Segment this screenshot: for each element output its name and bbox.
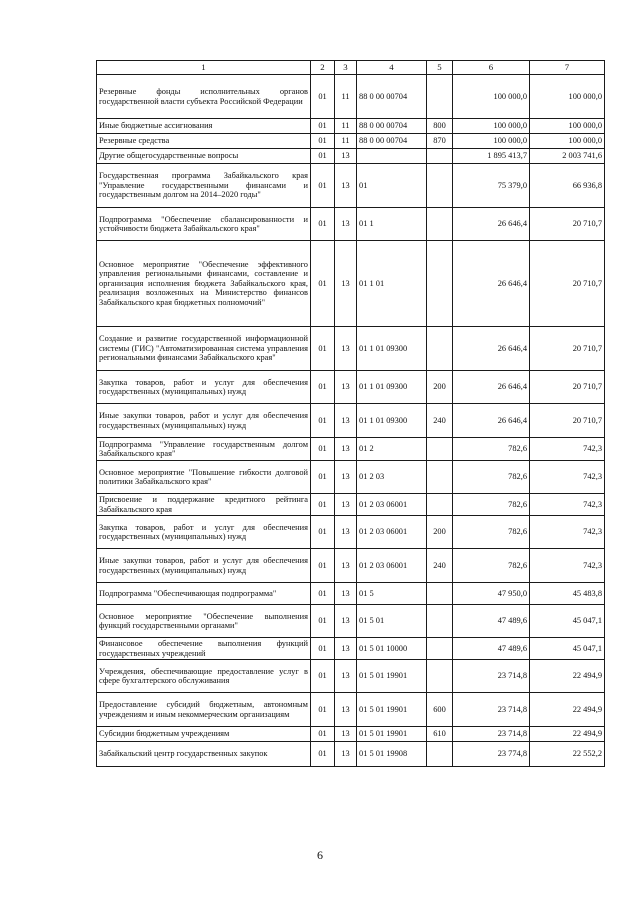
row-name-cell: Государственная программа Забайкальского края "Управление государственными финансами и государственным долгом на 2014–2020 годы": [97, 164, 311, 208]
amount-year1-cell: 782,6: [453, 461, 530, 494]
amount-year2-cell: 742,3: [530, 438, 605, 461]
row-name-cell: Иные закупки товаров, работ и услуг для обеспечения государственных (муниципальных) нужд: [97, 549, 311, 583]
amount-year2-cell: 20 710,7: [530, 327, 605, 371]
section-code-cell: 01: [311, 404, 335, 438]
target-article-cell: 01 2 03 06001: [357, 549, 427, 583]
expense-type-cell: [427, 149, 453, 164]
amount-year2-cell: 100 000,0: [530, 134, 605, 149]
subsection-code-cell: 13: [335, 583, 357, 605]
section-code-cell: 01: [311, 516, 335, 549]
section-code-cell: 01: [311, 438, 335, 461]
row-name-cell: Финансовое обеспечение выполнения функций государственных учреждений: [97, 638, 311, 660]
table-row: [97, 461, 605, 494]
subsection-code-cell: 13: [335, 371, 357, 404]
expense-type-cell: [427, 583, 453, 605]
section-code-cell: 01: [311, 549, 335, 583]
amount-year1-cell: 26 646,4: [453, 327, 530, 371]
target-article-cell: 01 2 03 06001: [357, 494, 427, 516]
expense-type-cell: 200: [427, 516, 453, 549]
section-code-cell: 01: [311, 208, 335, 241]
table-row: [97, 208, 605, 241]
row-name-cell: Резервные средства: [97, 134, 311, 149]
subsection-code-cell: 13: [335, 404, 357, 438]
target-article-cell: 01: [357, 164, 427, 208]
amount-year2-cell: 45 047,1: [530, 605, 605, 638]
amount-year2-cell: 45 483,8: [530, 583, 605, 605]
table-row: [97, 438, 605, 461]
section-code-cell: 01: [311, 149, 335, 164]
subsection-code-cell: 13: [335, 494, 357, 516]
subsection-code-cell: 11: [335, 134, 357, 149]
table-row: [97, 134, 605, 149]
table-row: [97, 516, 605, 549]
amount-year2-cell: 66 936,8: [530, 164, 605, 208]
expense-type-cell: [427, 438, 453, 461]
row-name-cell: Предоставление субсидий бюджетным, автономным учреждениям и иным некоммерческим организациям: [97, 693, 311, 727]
row-name-cell: Подпрограмма "Управление государственным долгом Забайкальского края": [97, 438, 311, 461]
section-code-cell: 01: [311, 638, 335, 660]
target-article-cell: 01 2: [357, 438, 427, 461]
amount-year2-cell: 22 552,2: [530, 742, 605, 767]
target-article-cell: 01 5: [357, 583, 427, 605]
subsection-code-cell: 13: [335, 605, 357, 638]
amount-year2-cell: 742,3: [530, 549, 605, 583]
budget-table: [96, 60, 605, 767]
header-cell: 7: [530, 61, 605, 75]
table-row: [97, 727, 605, 742]
amount-year1-cell: 100 000,0: [453, 75, 530, 119]
section-code-cell: 01: [311, 119, 335, 134]
target-article-cell: 01 2 03 06001: [357, 516, 427, 549]
target-article-cell: 01 1: [357, 208, 427, 241]
section-code-cell: 01: [311, 164, 335, 208]
amount-year1-cell: 782,6: [453, 516, 530, 549]
expense-type-cell: 800: [427, 119, 453, 134]
expense-type-cell: 200: [427, 371, 453, 404]
target-article-cell: 88 0 00 00704: [357, 75, 427, 119]
amount-year1-cell: 782,6: [453, 494, 530, 516]
subsection-code-cell: 13: [335, 516, 357, 549]
subsection-code-cell: 13: [335, 327, 357, 371]
subsection-code-cell: 13: [335, 461, 357, 494]
table-row: [97, 494, 605, 516]
amount-year2-cell: 2 003 741,6: [530, 149, 605, 164]
expense-type-cell: [427, 208, 453, 241]
amount-year1-cell: 100 000,0: [453, 119, 530, 134]
row-name-cell: Другие общегосударственные вопросы: [97, 149, 311, 164]
amount-year1-cell: 47 489,6: [453, 638, 530, 660]
section-code-cell: 01: [311, 75, 335, 119]
amount-year2-cell: 742,3: [530, 494, 605, 516]
header-cell: 4: [357, 61, 427, 75]
section-code-cell: 01: [311, 727, 335, 742]
target-article-cell: 01 5 01 10000: [357, 638, 427, 660]
header-row: [97, 61, 605, 75]
expense-type-cell: [427, 638, 453, 660]
target-article-cell: 01 1 01 09300: [357, 371, 427, 404]
row-name-cell: Основное мероприятие "Обеспечение выполнения функций государственными органами": [97, 605, 311, 638]
header-cell: 1: [97, 61, 311, 75]
target-article-cell: 01 1 01 09300: [357, 404, 427, 438]
expense-type-cell: [427, 742, 453, 767]
subsection-code-cell: 13: [335, 638, 357, 660]
amount-year1-cell: 47 489,6: [453, 605, 530, 638]
subsection-code-cell: 13: [335, 660, 357, 693]
target-article-cell: [357, 149, 427, 164]
section-code-cell: 01: [311, 494, 335, 516]
target-article-cell: 01 5 01 19901: [357, 660, 427, 693]
amount-year1-cell: 26 646,4: [453, 371, 530, 404]
target-article-cell: 01 1 01: [357, 241, 427, 327]
amount-year1-cell: 26 646,4: [453, 241, 530, 327]
subsection-code-cell: 13: [335, 549, 357, 583]
amount-year2-cell: 20 710,7: [530, 241, 605, 327]
section-code-cell: 01: [311, 742, 335, 767]
row-name-cell: Учреждения, обеспечивающие предоставление услуг в сфере бухгалтерского обслуживания: [97, 660, 311, 693]
expense-type-cell: [427, 605, 453, 638]
target-article-cell: 88 0 00 00704: [357, 134, 427, 149]
table-body: [97, 61, 605, 767]
table-row: [97, 119, 605, 134]
amount-year2-cell: 45 047,1: [530, 638, 605, 660]
row-name-cell: Основное мероприятие "Обеспечение эффективного управления региональными финансами, составление и организация исполнения бюджета Забайкальского края, реализация возложенных на Министерство финансов Забайкальского края бюджетных полномочий": [97, 241, 311, 327]
table-row: [97, 549, 605, 583]
amount-year1-cell: 23 714,8: [453, 660, 530, 693]
row-name-cell: Создание и развитие государственной информационной системы (ГИС) "Автоматизированная система управления региональными финансами Забайкальского края": [97, 327, 311, 371]
subsection-code-cell: 13: [335, 727, 357, 742]
subsection-code-cell: 13: [335, 208, 357, 241]
header-cell: 6: [453, 61, 530, 75]
subsection-code-cell: 11: [335, 119, 357, 134]
table-row: [97, 75, 605, 119]
amount-year2-cell: 22 494,9: [530, 660, 605, 693]
target-article-cell: 01 5 01: [357, 605, 427, 638]
amount-year2-cell: 20 710,7: [530, 404, 605, 438]
expense-type-cell: [427, 241, 453, 327]
expense-type-cell: [427, 660, 453, 693]
target-article-cell: 01 5 01 19901: [357, 693, 427, 727]
amount-year1-cell: 1 895 413,7: [453, 149, 530, 164]
amount-year2-cell: 22 494,9: [530, 693, 605, 727]
row-name-cell: Иные закупки товаров, работ и услуг для обеспечения государственных (муниципальных) нужд: [97, 404, 311, 438]
row-name-cell: Забайкальский центр государственных закупок: [97, 742, 311, 767]
row-name-cell: Основное мероприятие "Повышение гибкости долговой политики Забайкальского края": [97, 461, 311, 494]
table-row: [97, 149, 605, 164]
amount-year2-cell: 742,3: [530, 461, 605, 494]
expense-type-cell: [427, 75, 453, 119]
section-code-cell: 01: [311, 583, 335, 605]
header-cell: 5: [427, 61, 453, 75]
amount-year1-cell: 782,6: [453, 549, 530, 583]
amount-year2-cell: 22 494,9: [530, 727, 605, 742]
expense-type-cell: [427, 494, 453, 516]
page-number: 6: [317, 848, 323, 862]
table-row: [97, 241, 605, 327]
row-name-cell: Закупка товаров, работ и услуг для обеспечения государственных (муниципальных) нужд: [97, 371, 311, 404]
target-article-cell: 88 0 00 00704: [357, 119, 427, 134]
subsection-code-cell: 13: [335, 149, 357, 164]
amount-year2-cell: 20 710,7: [530, 371, 605, 404]
subsection-code-cell: 11: [335, 75, 357, 119]
table-row: [97, 693, 605, 727]
row-name-cell: Подпрограмма "Обеспечение сбалансированности и устойчивости бюджета Забайкальского края": [97, 208, 311, 241]
target-article-cell: 01 5 01 19901: [357, 727, 427, 742]
row-name-cell: Субсидии бюджетным учреждениям: [97, 727, 311, 742]
amount-year1-cell: 26 646,4: [453, 404, 530, 438]
amount-year2-cell: 20 710,7: [530, 208, 605, 241]
expense-type-cell: [427, 164, 453, 208]
subsection-code-cell: 13: [335, 164, 357, 208]
amount-year1-cell: 23 714,8: [453, 693, 530, 727]
table-row: [97, 660, 605, 693]
table-row: [97, 371, 605, 404]
section-code-cell: 01: [311, 660, 335, 693]
header-cell: 2: [311, 61, 335, 75]
expense-type-cell: 600: [427, 693, 453, 727]
expense-type-cell: 240: [427, 404, 453, 438]
section-code-cell: 01: [311, 371, 335, 404]
amount-year1-cell: 47 950,0: [453, 583, 530, 605]
section-code-cell: 01: [311, 327, 335, 371]
amount-year1-cell: 100 000,0: [453, 134, 530, 149]
amount-year2-cell: 100 000,0: [530, 75, 605, 119]
amount-year2-cell: 742,3: [530, 516, 605, 549]
amount-year2-cell: 100 000,0: [530, 119, 605, 134]
target-article-cell: 01 2 03: [357, 461, 427, 494]
target-article-cell: 01 1 01 09300: [357, 327, 427, 371]
header-cell: 3: [335, 61, 357, 75]
amount-year1-cell: 75 379,0: [453, 164, 530, 208]
amount-year1-cell: 23 774,8: [453, 742, 530, 767]
section-code-cell: 01: [311, 134, 335, 149]
table-row: [97, 605, 605, 638]
expense-type-cell: 610: [427, 727, 453, 742]
table-row: [97, 742, 605, 767]
section-code-cell: 01: [311, 241, 335, 327]
table-row: [97, 404, 605, 438]
expense-type-cell: 240: [427, 549, 453, 583]
expense-type-cell: [427, 327, 453, 371]
expense-type-cell: [427, 461, 453, 494]
row-name-cell: Закупка товаров, работ и услуг для обеспечения государственных (муниципальных) нужд: [97, 516, 311, 549]
amount-year1-cell: 26 646,4: [453, 208, 530, 241]
target-article-cell: 01 5 01 19908: [357, 742, 427, 767]
subsection-code-cell: 13: [335, 438, 357, 461]
subsection-code-cell: 13: [335, 241, 357, 327]
row-name-cell: Присвоение и поддержание кредитного рейтинга Забайкальского края: [97, 494, 311, 516]
section-code-cell: 01: [311, 693, 335, 727]
row-name-cell: Подпрограмма "Обеспечивающая подпрограмма": [97, 583, 311, 605]
row-name-cell: Резервные фонды исполнительных органов государственной власти субъекта Российской Федерации: [97, 75, 311, 119]
subsection-code-cell: 13: [335, 693, 357, 727]
expense-type-cell: 870: [427, 134, 453, 149]
section-code-cell: 01: [311, 461, 335, 494]
row-name-cell: Иные бюджетные ассигнования: [97, 119, 311, 134]
table-row: [97, 164, 605, 208]
table-row: [97, 327, 605, 371]
section-code-cell: 01: [311, 605, 335, 638]
amount-year1-cell: 782,6: [453, 438, 530, 461]
table-row: [97, 638, 605, 660]
table-row: [97, 583, 605, 605]
amount-year1-cell: 23 714,8: [453, 727, 530, 742]
subsection-code-cell: 13: [335, 742, 357, 767]
